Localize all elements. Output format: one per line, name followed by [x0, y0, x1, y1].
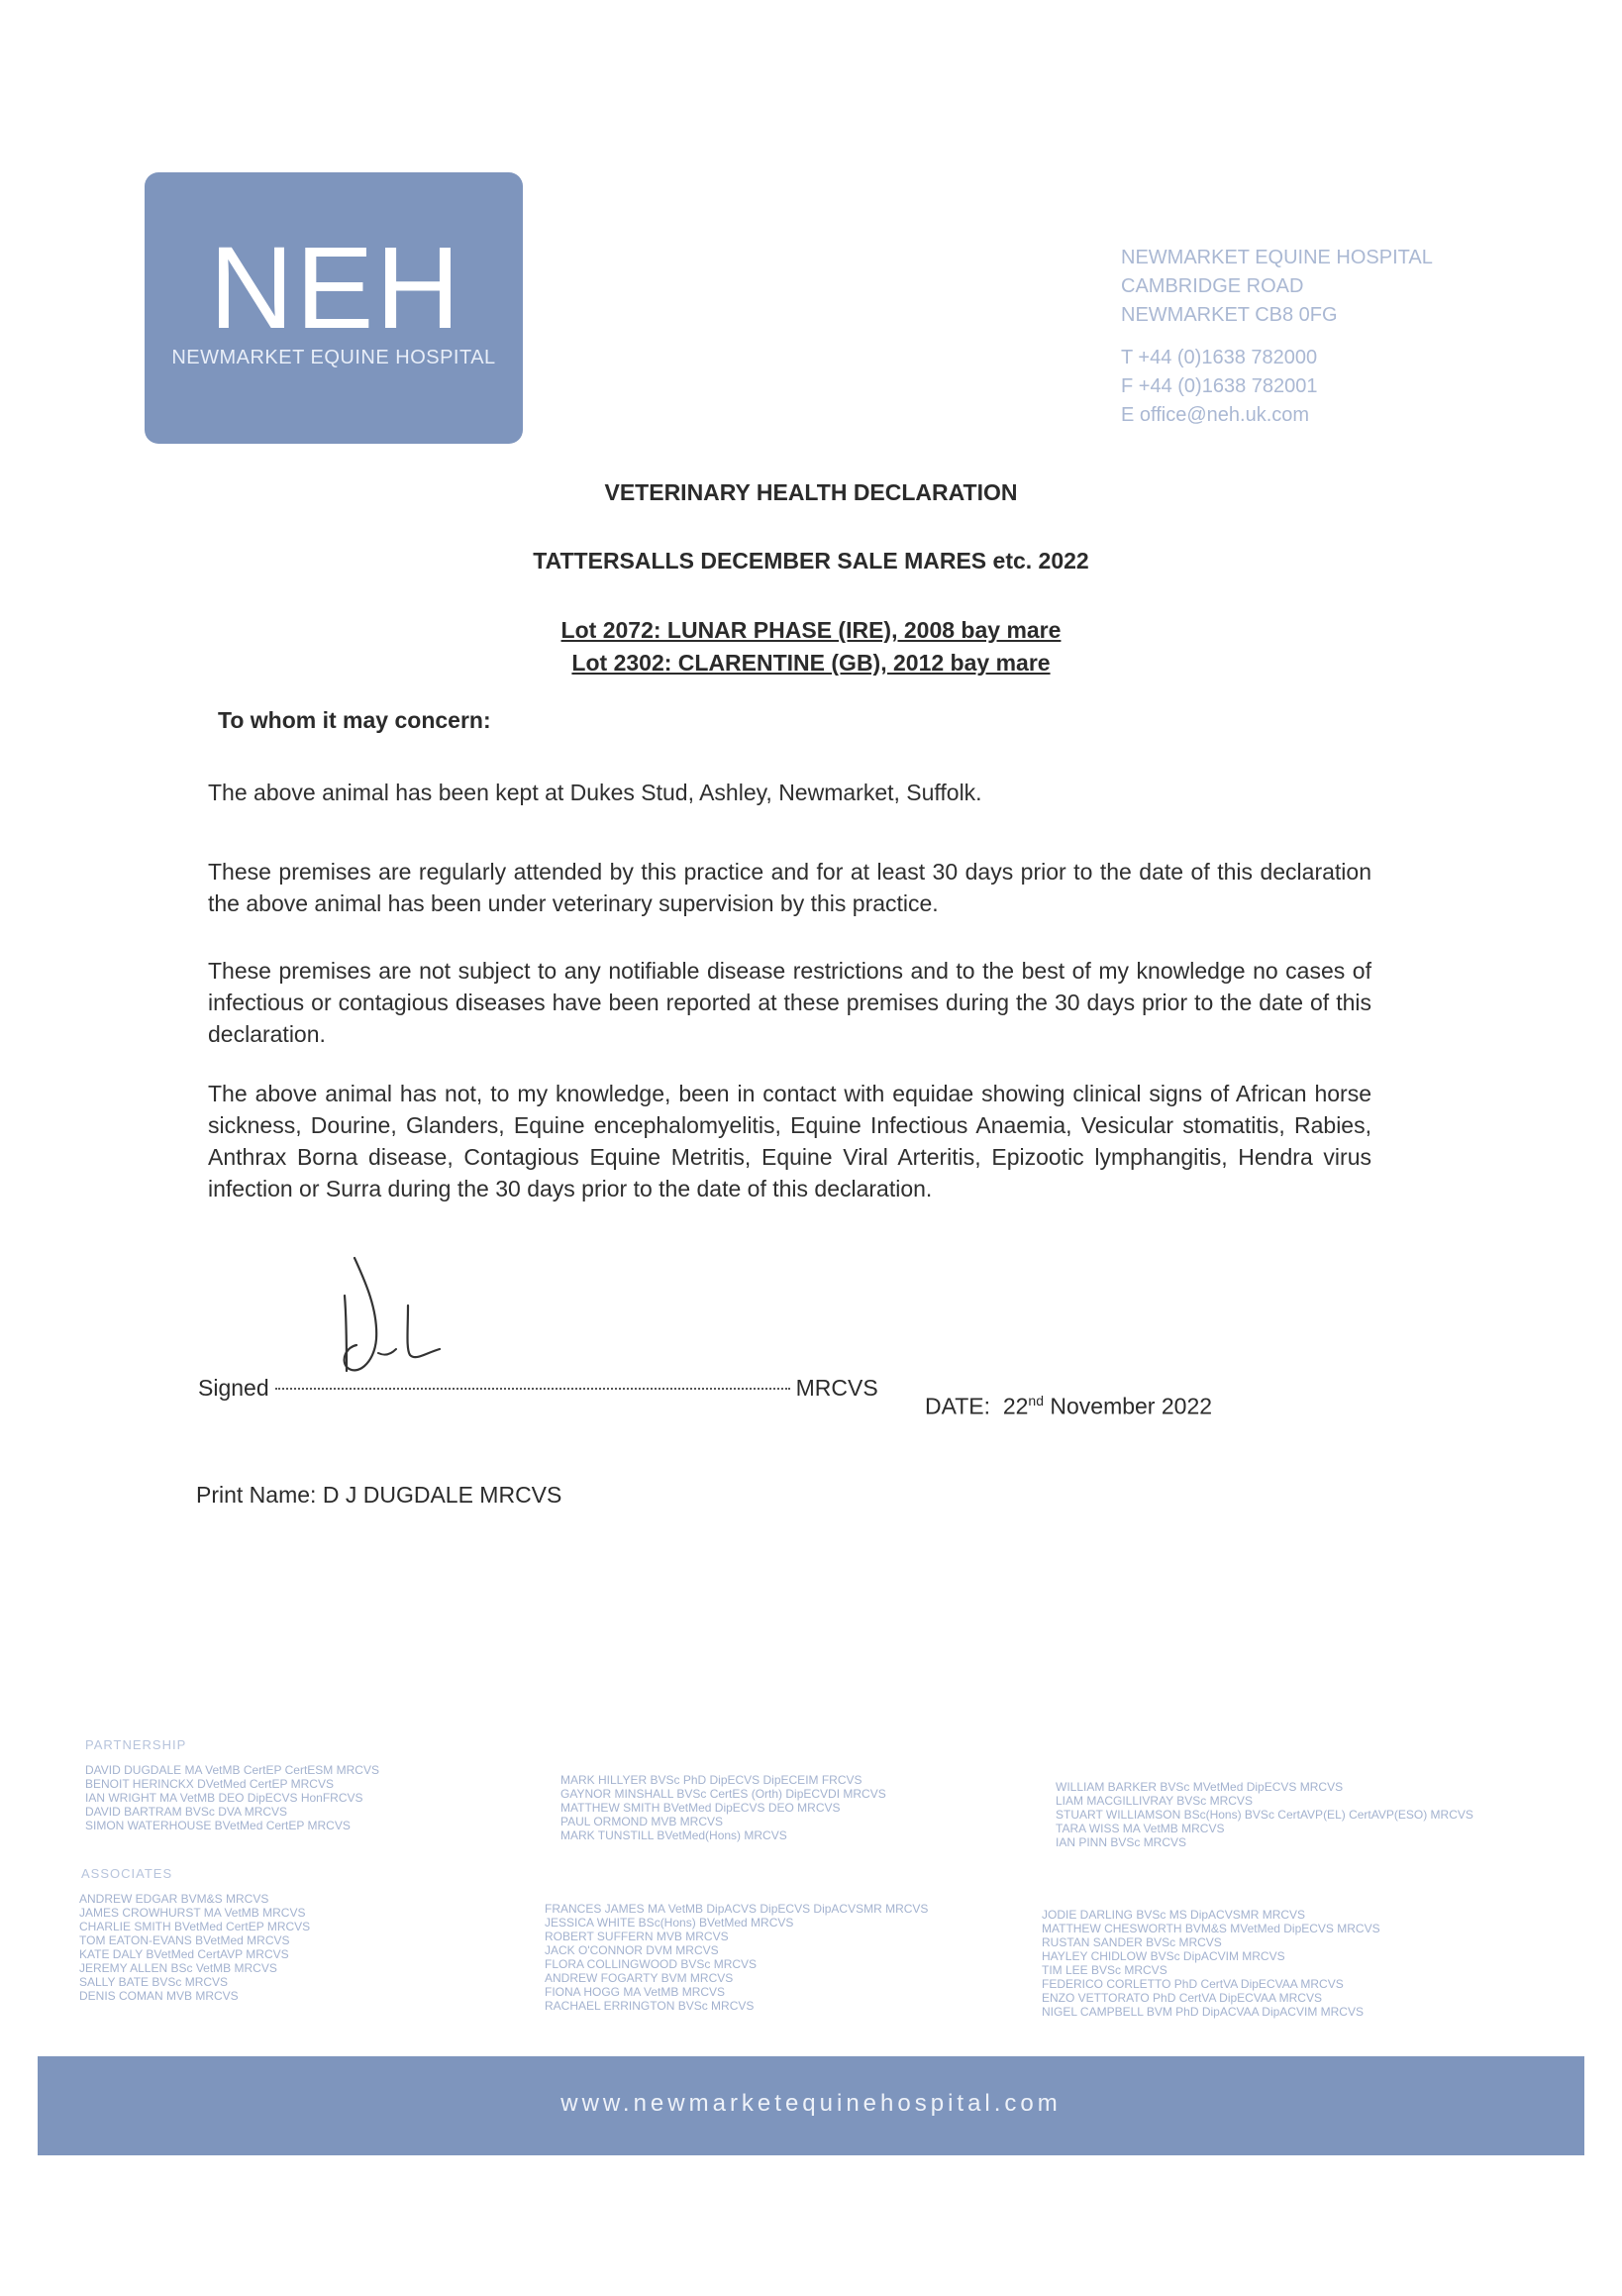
partners-column-2	[560, 1773, 886, 1842]
staff-member: JEREMY ALLEN BSc VetMB MRCVS	[79, 1961, 277, 1975]
salutation: To whom it may concern:	[218, 707, 491, 733]
staff-member: RUSTAN SANDER BVSc MRCVS	[1042, 1935, 1222, 1949]
date-day: 22	[1002, 1393, 1029, 1419]
lot-text: Lot 2072: LUNAR PHASE (IRE), 2008 bay mare	[560, 617, 1062, 643]
staff-member: MARK HILLYER BVSc PhD DipECVS DipECEIM FRCVS	[560, 1773, 862, 1787]
associates-heading: ASSOCIATES	[81, 1866, 173, 1881]
partners-column-3	[1056, 1780, 1473, 1849]
staff-member: BENOIT HERINCKX DVetMed CertEP MRCVS	[85, 1777, 334, 1791]
staff-member: JAMES CROWHURST MA VetMB MRCVS	[79, 1906, 306, 1920]
staff-member: JESSICA WHITE BSc(Hons) BVetMed MRCVS	[545, 1916, 794, 1930]
paragraph: The above animal has been kept at Dukes Stud, Ashley, Newmarket, Suffolk.	[208, 780, 982, 805]
staff-member: MATTHEW CHESWORTH BVM&S MVetMed DipECVS MRCVS	[1042, 1922, 1380, 1935]
partnership-heading: PARTNERSHIP	[85, 1737, 187, 1752]
lot-text: Lot 2302: CLARENTINE (GB), 2012 bay mare	[571, 650, 1051, 676]
staff-member: GAYNOR MINSHALL BVSc CertES (Orth) DipECVDI MRCVS	[560, 1787, 886, 1801]
signed-line	[198, 1375, 878, 1402]
date-rest: November 2022	[1050, 1393, 1213, 1419]
logo-name: NEWMARKET EQUINE HOSPITAL	[171, 347, 496, 368]
signed-label: Signed	[198, 1375, 269, 1401]
staff-member: WILLIAM BARKER BVSc MVetMed DipECVS MRCVS	[1056, 1780, 1344, 1794]
address-line: CAMBRIDGE ROAD	[1121, 275, 1304, 297]
signature-dotted-line	[275, 1388, 790, 1390]
paragraph: These premises are regularly attended by this practice and for at least 30 days prior to the date of this declaration the above animal has been under veterinary supervision by this practice.	[208, 859, 1371, 916]
date-ordinal: nd	[1028, 1393, 1044, 1409]
staff-member: CHARLIE SMITH BVetMed CertEP MRCVS	[79, 1920, 311, 1933]
address-telephone: T +44 (0)1638 782000	[1121, 347, 1318, 368]
staff-member: DAVID DUGDALE MA VetMB CertEP CertESM MRCVS	[85, 1763, 379, 1777]
staff-member: ENZO VETTORATO PhD CertVA DipECVAA MRCVS	[1042, 1991, 1322, 2005]
address-line: NEWMARKET EQUINE HOSPITAL	[1121, 247, 1433, 268]
staff-member: MATTHEW SMITH BVetMed DipECVS DEO MRCVS	[560, 1801, 841, 1815]
footer-bar	[38, 2056, 1584, 2155]
print-name-label: Print Name:	[196, 1482, 317, 1508]
staff-member: PAUL ORMOND MVB MRCVS	[560, 1815, 724, 1828]
staff-member: STUART WILLIAMSON BSc(Hons) BVSc CertAVP(EL) CertAVP(ESO) MRCVS	[1056, 1808, 1473, 1822]
staff-member: MARK TUNSTILL BVetMed(Hons) MRCVS	[560, 1828, 787, 1842]
signed-suffix: MRCVS	[795, 1375, 878, 1401]
address-fax: F +44 (0)1638 782001	[1121, 375, 1318, 397]
staff-member: RACHAEL ERRINGTON BVSc MRCVS	[545, 1999, 755, 2013]
date-label: DATE:	[925, 1393, 991, 1419]
staff-member: FLORA COLLINGWOOD BVSc MRCVS	[545, 1957, 758, 1971]
staff-member: NIGEL CAMPBELL BVM PhD DipACVAA DipACVIM MRCVS	[1042, 2005, 1364, 2019]
print-name-value: D J DUGDALE MRCVS	[322, 1482, 562, 1508]
paragraph: These premises are not subject to any notifiable disease restrictions and to the best of my knowledge no cases of infectious or contagious diseases have been reported at these premises during the 30 days prior to the date of this declaration.	[208, 958, 1371, 1047]
print-name-line	[196, 1482, 561, 1509]
logo-mark: NEH	[209, 223, 462, 354]
staff-member: IAN PINN BVSc MRCVS	[1056, 1835, 1187, 1849]
staff-member: FIONA HOGG MA VetMB MRCVS	[545, 1985, 726, 1999]
footer-website: www.newmarketequinehospital.com	[560, 2090, 1062, 2117]
staff-member: ROBERT SUFFERN MVB MRCVS	[545, 1930, 729, 1943]
staff-member: TOM EATON-EVANS BVetMed MRCVS	[79, 1933, 290, 1947]
hospital-address	[1121, 244, 1557, 430]
paragraph: The above animal has not, to my knowledge, been in contact with equidae showing clinical signs of African horse sickness, Dourine, Glanders, Equine encephalomyelitis, Equine Infectious Anaemia, Vesicular stomatitis, Rabies, Anthrax Borna disease, Contagious Equine Metritis, Equine Viral Arteritis, Epizootic lymphangitis, Hendra virus infection or Surra during the 30 days prior to the date of this declaration.	[208, 1081, 1371, 1201]
lot-line	[0, 650, 1622, 677]
staff-member: SIMON WATERHOUSE BVetMed CertEP MRCVS	[85, 1819, 351, 1832]
address-line: NEWMARKET CB8 0FG	[1121, 304, 1338, 326]
handwritten-signature	[317, 1250, 515, 1389]
staff-member: JODIE DARLING BVSc MS DipACVSMR MRCVS	[1042, 1908, 1306, 1922]
date-line	[925, 1393, 1212, 1420]
partners-column-1	[85, 1763, 379, 1832]
staff-member: DAVID BARTRAM BVSc DVA MRCVS	[85, 1805, 288, 1819]
staff-member: ANDREW FOGARTY BVM MRCVS	[545, 1971, 734, 1985]
staff-member: LIAM MACGILLIVRAY BVSc MRCVS	[1056, 1794, 1253, 1808]
staff-member: TIM LEE BVSc MRCVS	[1042, 1963, 1167, 1977]
staff-member: IAN WRIGHT MA VetMB DEO DipECVS HonFRCVS	[85, 1791, 363, 1805]
staff-member: FRANCES JAMES MA VetMB DipACVS DipECVS DipACVSMR MRCVS	[545, 1902, 929, 1916]
lot-line	[0, 617, 1622, 644]
staff-member: HAYLEY CHIDLOW BVSc DipACVIM MRCVS	[1042, 1949, 1285, 1963]
hospital-logo	[145, 172, 523, 444]
associates-column-1	[79, 1892, 310, 2003]
document-title: VETERINARY HEALTH DECLARATION	[604, 479, 1018, 505]
staff-member: JACK O'CONNOR DVM MRCVS	[545, 1943, 719, 1957]
staff-member: SALLY BATE BVSc MRCVS	[79, 1975, 229, 1989]
associates-column-2	[545, 1902, 928, 2013]
associates-column-3	[1042, 1908, 1380, 2019]
staff-member: KATE DALY BVetMed CertAVP MRCVS	[79, 1947, 289, 1961]
document-subtitle: TATTERSALLS DECEMBER SALE MARES etc. 2022	[533, 548, 1089, 574]
staff-member: FEDERICO CORLETTO PhD CertVA DipECVAA MRCVS	[1042, 1977, 1344, 1991]
staff-member: ANDREW EDGAR BVM&S MRCVS	[79, 1892, 269, 1906]
address-email: E office@neh.uk.com	[1121, 404, 1310, 426]
staff-member: DENIS COMAN MVB MRCVS	[79, 1989, 239, 2003]
staff-member: TARA WISS MA VetMB MRCVS	[1056, 1822, 1225, 1835]
